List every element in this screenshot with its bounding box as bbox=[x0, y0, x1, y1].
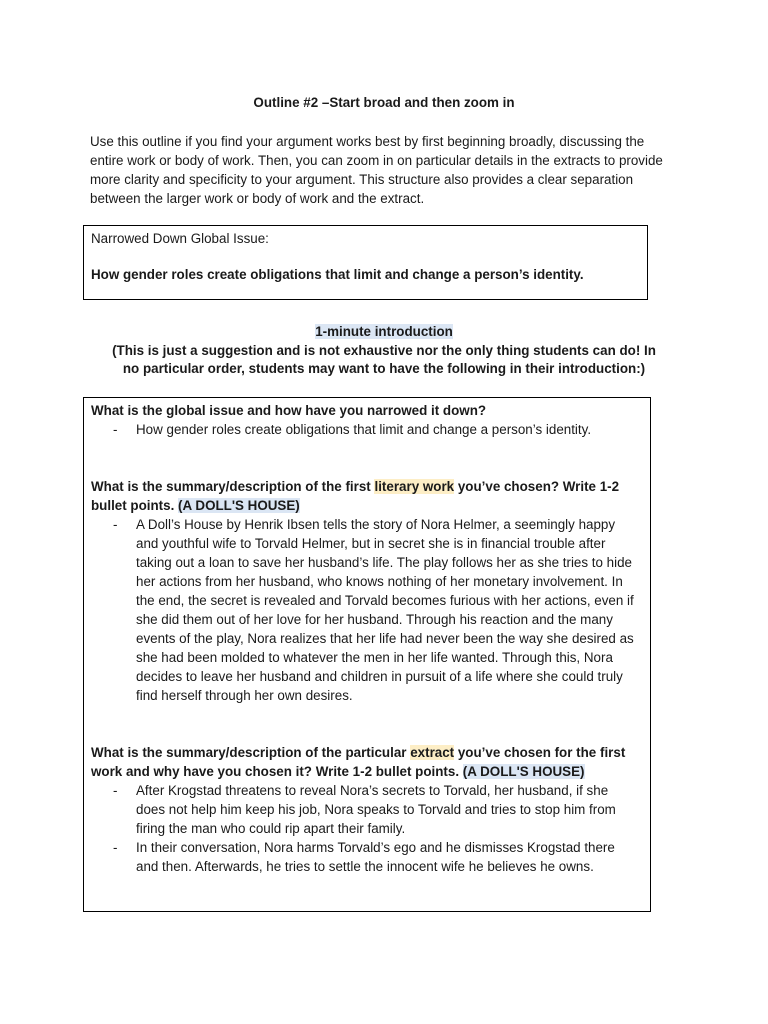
bullet-text: How gender roles create obligations that limit and change a person’s identity. bbox=[136, 422, 592, 437]
global-issue-label: Narrowed Down Global Issue: bbox=[91, 231, 269, 246]
list-item bbox=[91, 420, 643, 439]
introduction-section-header bbox=[0, 323, 768, 379]
bullet-dash: - bbox=[113, 422, 118, 437]
question-global-issue: What is the global issue and how have you narrowed it down? bbox=[91, 403, 487, 418]
list-item bbox=[91, 781, 643, 838]
question-literary-work: What is the summary/description of the first literary work you’ve chosen? Write 1-2 bullet points. (A DOLL'S HOUSE) bbox=[91, 479, 620, 513]
work-tag: (A DOLL'S HOUSE) bbox=[462, 764, 585, 779]
global-issue-statement: How gender roles create obligations that limit and change a person’s identity. bbox=[91, 267, 584, 282]
work-tag: (A DOLL'S HOUSE) bbox=[178, 498, 300, 513]
outline-title: Outline #2 –Start broad and then zoom in bbox=[253, 95, 515, 110]
intro-paragraph: Use this outline if you find your argument works best by first beginning broadly, discussing the entire work or body of work. Then, you can zoom in on particular details in the extracts to provide more clarity and specificity to your argument. This structure also provides a clear separation between the larger work or body of work and the extract. bbox=[90, 134, 663, 206]
bullet-dash: - bbox=[113, 517, 118, 532]
highlight-literary-work: literary work bbox=[374, 479, 455, 494]
outline-questions-box bbox=[83, 397, 651, 912]
bullet-dash: - bbox=[113, 840, 118, 855]
bullet-dash: - bbox=[113, 783, 118, 798]
question-extract: What is the summary/description of the particular extract you’ve chosen for the first work and why have you chosen it? Write 1-2 bullet points. (A DOLL'S HOUSE) bbox=[91, 745, 626, 779]
bullet-text: A Doll’s House by Henrik Ibsen tells the story of Nora Helmer, a seemingly happy and youthful wife to Torvald Helmer, but in secret she is in financial trouble after taking out a loan to save her husband’s life. The play follows her as she tries to hide her actions from her husband, who knows nothing of her monetary involvement. In the end, the secret is revealed and Torvald becomes furious with her actions, even if she did them out of her love for her husband. Through his reaction and the many events of the play, Nora realizes that her life had never been the way she desired as she had been molded to whatever the men in her life wanted. Through this, Nora decides to leave her husband and children in pursuit of a life where she could truly find herself through her own desires. bbox=[136, 517, 634, 703]
introduction-subheading: (This is just a suggestion and is not exhaustive nor the only thing students can do! In no particular order, students may want to have the following in their introduction:) bbox=[112, 342, 656, 376]
list-item bbox=[91, 838, 643, 876]
introduction-heading: 1-minute introduction bbox=[315, 324, 453, 339]
list-item bbox=[91, 515, 643, 705]
highlight-extract: extract bbox=[410, 745, 455, 760]
global-issue-box bbox=[83, 225, 648, 300]
bullet-text: After Krogstad threatens to reveal Nora’s secrets to Torvald, her husband, if she does not help him keep his job, Nora speaks to Torvald and tries to stop him from firing the man who could rip apart their family. bbox=[136, 783, 616, 836]
bullet-text: In their conversation, Nora harms Torvald’s ego and he dismisses Krogstad there and then. Afterwards, he tries to settle the innocent wife he believes he owns. bbox=[136, 840, 615, 874]
